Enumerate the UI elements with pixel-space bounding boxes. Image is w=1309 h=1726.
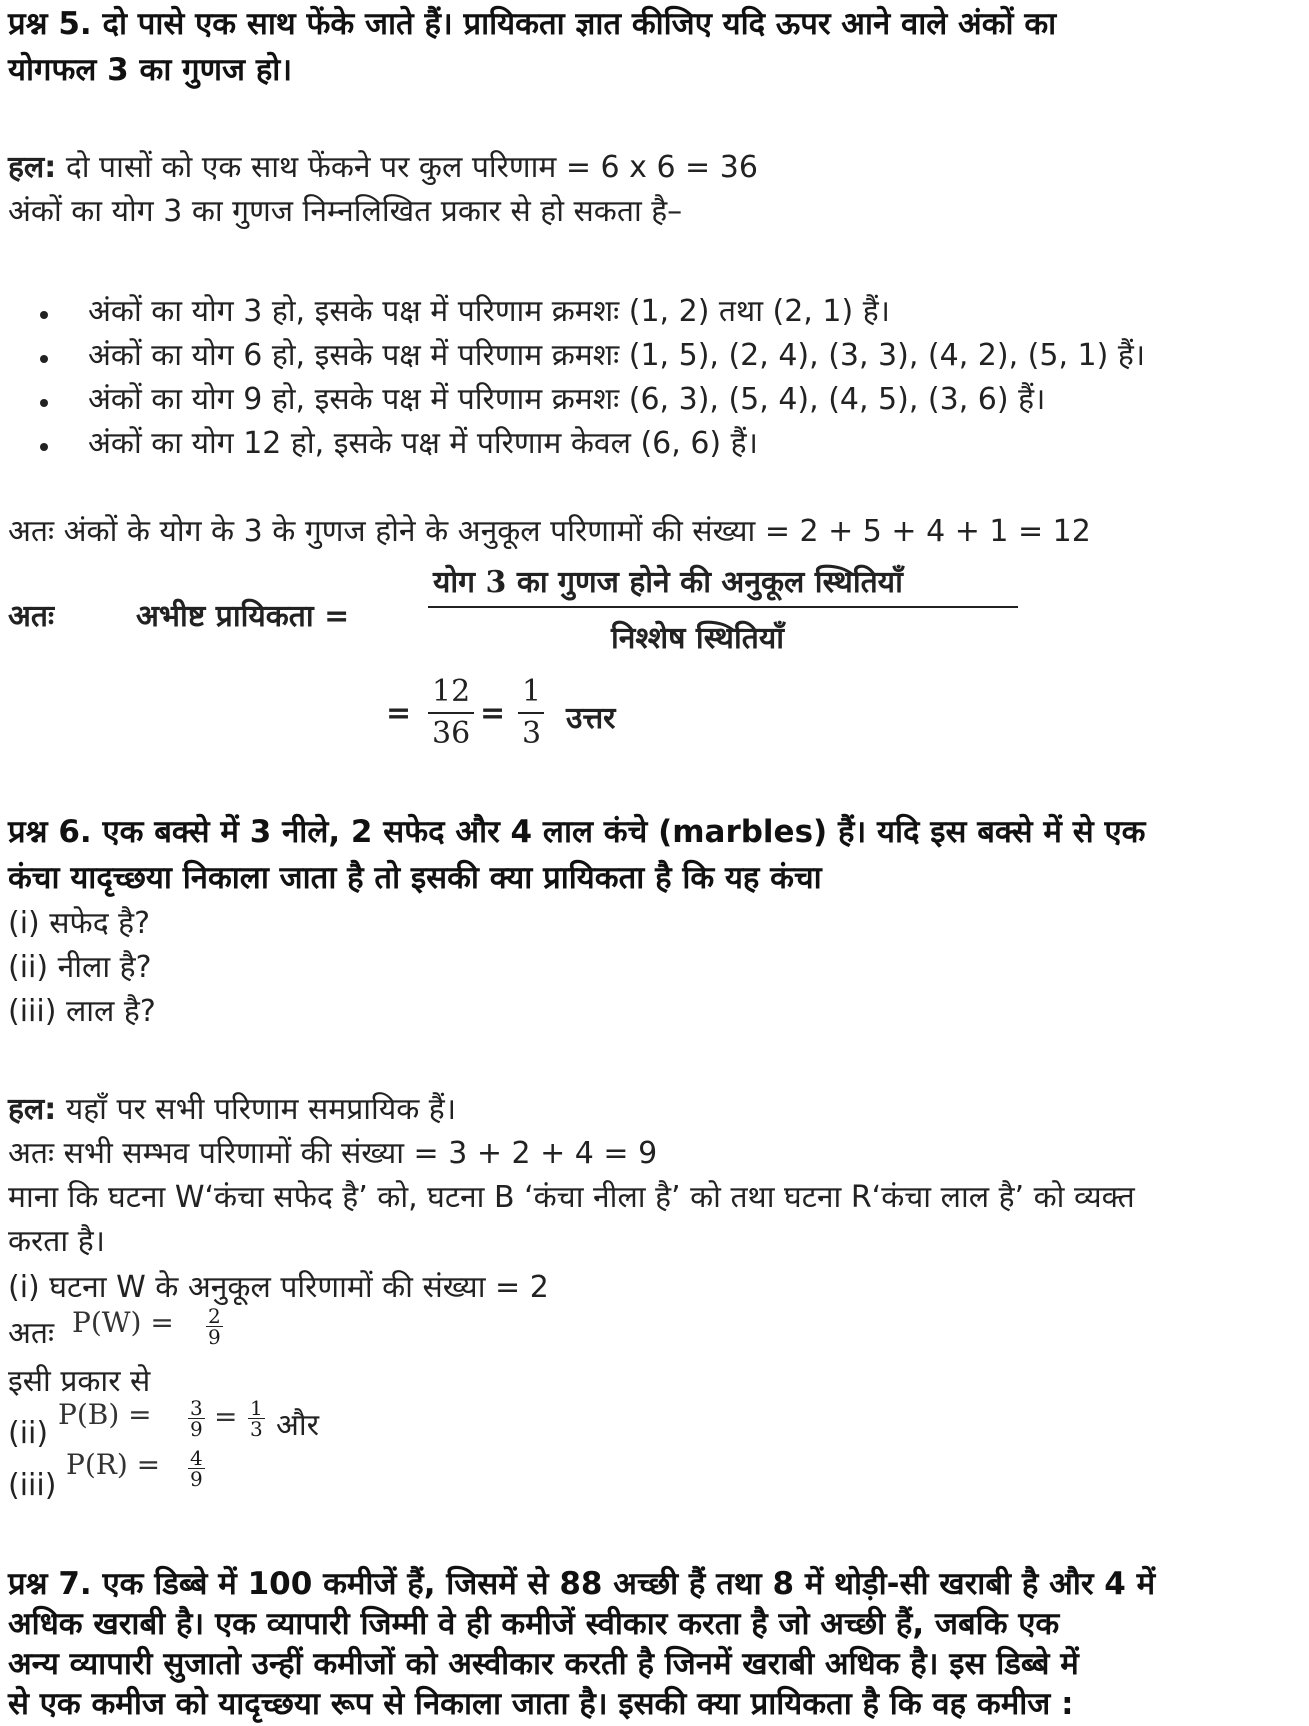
fraction-12-36-bar bbox=[428, 712, 474, 714]
bullet-dot bbox=[40, 399, 48, 407]
pw-fraction bbox=[206, 1306, 223, 1347]
question-6-part-ii: (ii) नीला है? bbox=[8, 950, 152, 985]
bullet-item-3: अंकों का योग 9 हो, इसके पक्ष में परिणाम क्रमशः (6, 3), (5, 4), (4, 5), (3, 6) हैं। bbox=[88, 382, 1046, 417]
formula-fraction-bar bbox=[428, 606, 1018, 608]
solution-6-intro bbox=[8, 1088, 456, 1132]
solution-label: हल: bbox=[8, 150, 57, 185]
pb-numerator: 3 bbox=[190, 1396, 203, 1420]
solution-label: हल: bbox=[8, 1092, 57, 1127]
bullet-item-2: अंकों का योग 6 हो, इसके पक्ष में परिणाम क्रमशः (1, 5), (2, 4), (3, 3), (4, 2), (5, 1) हैं। bbox=[88, 338, 1146, 373]
answer-label: उत्तर bbox=[566, 701, 616, 736]
pb-lhs: P(B) = bbox=[58, 1398, 152, 1431]
formula-numerator: योग 3 का गुणज होने की अनुकूल स्थितियाँ bbox=[433, 565, 903, 600]
solution-5-line-2: अंकों का योग 3 का गुणज निम्नलिखित प्रकार से हो सकता है– bbox=[8, 194, 683, 229]
formula-equals: = bbox=[386, 696, 412, 731]
formula-ata: अतः bbox=[8, 599, 55, 634]
question-6-line-1: प्रश्न 6. एक बक्से में 3 नीले, 2 सफेद और 4 लाल कंचे (marbles) हैं। यदि इस बक्से में से एक bbox=[8, 814, 1146, 850]
question-6-part-iii: (iii) लाल है? bbox=[8, 994, 156, 1029]
pb-fraction bbox=[188, 1398, 205, 1439]
bullet-dot bbox=[40, 355, 48, 363]
fraction-12-numerator: 12 bbox=[432, 674, 471, 709]
formula-lhs: अभीष्ट प्रायिकता = bbox=[136, 599, 350, 634]
pb-simplified-fraction bbox=[248, 1398, 265, 1439]
formula-denominator: निश्शेष स्थितियाँ bbox=[611, 621, 784, 656]
question-7-line-3: अन्य व्यापारी सुजातो उन्हीं कमीजों को अस्वीकार करती है जिनमें खराबी अधिक है। इस डिब्बे में bbox=[8, 1646, 1079, 1682]
question-7-line-2: अधिक खराबी है। एक व्यापारी जिम्मी वे ही कमीजें स्वीकार करता है जो अच्छी हैं, जबकि एक bbox=[8, 1606, 1060, 1642]
bullet-item-4: अंकों का योग 12 हो, इसके पक्ष में परिणाम केवल (6, 6) हैं। bbox=[88, 426, 758, 461]
bullet-item-1: अंकों का योग 3 हो, इसके पक्ष में परिणाम क्रमशः (1, 2) तथा (2, 1) हैं। bbox=[88, 294, 891, 329]
solution-6-intro-text: यहाँ पर सभी परिणाम समप्रायिक हैं। bbox=[56, 1092, 457, 1127]
fraction-3-denominator: 3 bbox=[522, 716, 542, 751]
pb-simplified-denominator: 3 bbox=[250, 1417, 263, 1441]
part-iii-label: (iii) bbox=[8, 1468, 57, 1503]
solution-6-events-line-1: माना कि घटना W‘कंचा सफेद है’ को, घटना B ‘कंचा नीला है’ को तथा घटना R‘कंचा लाल है’ को व्यक्त bbox=[8, 1180, 1135, 1215]
solution-6-events-line-2: करता है। bbox=[8, 1224, 106, 1259]
question-5-line-2: योगफल 3 का गुणज हो। bbox=[8, 52, 293, 88]
solution-6-total: अतः सभी सम्भव परिणामों की संख्या = 3 + 2 + 4 = 9 bbox=[8, 1136, 658, 1171]
pw-numerator: 2 bbox=[208, 1304, 221, 1328]
solution-6-w-count: (i) घटना W के अनुकूल परिणामों की संख्या = 2 bbox=[8, 1270, 549, 1305]
fraction-1-3-bar bbox=[518, 712, 544, 714]
aur-text: और bbox=[276, 1408, 319, 1443]
pr-fraction bbox=[188, 1448, 205, 1489]
similarly-line: इसी प्रकार से bbox=[8, 1364, 151, 1399]
question-6-line-2: कंचा यादृच्छया निकाला जाता है तो इसकी क्या प्रायिकता है कि यह कंचा bbox=[8, 860, 822, 896]
pw-lhs: P(W) = bbox=[72, 1306, 174, 1339]
fraction-36-denominator: 36 bbox=[432, 716, 471, 751]
question-7-line-4: से एक कमीज को यादृच्छया रूप से निकाला जाता है। इसकी क्या प्रायिकता है कि वह कमीज : bbox=[8, 1686, 1074, 1722]
formula-equals-2: = bbox=[480, 696, 506, 731]
bullet-dot bbox=[40, 443, 48, 451]
solution-6-ata: अतः bbox=[8, 1316, 55, 1351]
pw-denominator: 9 bbox=[208, 1325, 221, 1349]
pr-lhs: P(R) = bbox=[66, 1448, 161, 1481]
pr-denominator: 9 bbox=[190, 1467, 203, 1491]
pb-simplified-numerator: 1 bbox=[250, 1396, 263, 1420]
pb-equals: = bbox=[214, 1400, 238, 1433]
part-ii-label: (ii) bbox=[8, 1416, 49, 1451]
pb-denominator: 9 bbox=[190, 1417, 203, 1441]
solution-5-intro-text: दो पासों को एक साथ फेंकने पर कुल परिणाम = 6 x 6 = 36 bbox=[56, 150, 758, 185]
solution-5-intro bbox=[8, 146, 758, 190]
question-6-part-i: (i) सफेद है? bbox=[8, 906, 151, 941]
question-7-line-1: प्रश्न 7. एक डिब्बे में 100 कमीजें हैं, जिसमें से 88 अच्छी हैं तथा 8 में थोड़ी-सी खराबी है और 4 में bbox=[8, 1566, 1156, 1602]
fraction-1-numerator: 1 bbox=[522, 674, 542, 709]
pr-numerator: 4 bbox=[190, 1446, 203, 1470]
favourable-count-line: अतः अंकों के योग के 3 के गुणज होने के अनुकूल परिणामों की संख्या = 2 + 5 + 4 + 1 = 12 bbox=[8, 514, 1091, 549]
bullet-dot bbox=[40, 311, 48, 319]
question-5-line-1: प्रश्न 5. दो पासे एक साथ फेंके जाते हैं। प्रायिकता ज्ञात कीजिए यदि ऊपर आने वाले अंकों का bbox=[8, 6, 1057, 42]
